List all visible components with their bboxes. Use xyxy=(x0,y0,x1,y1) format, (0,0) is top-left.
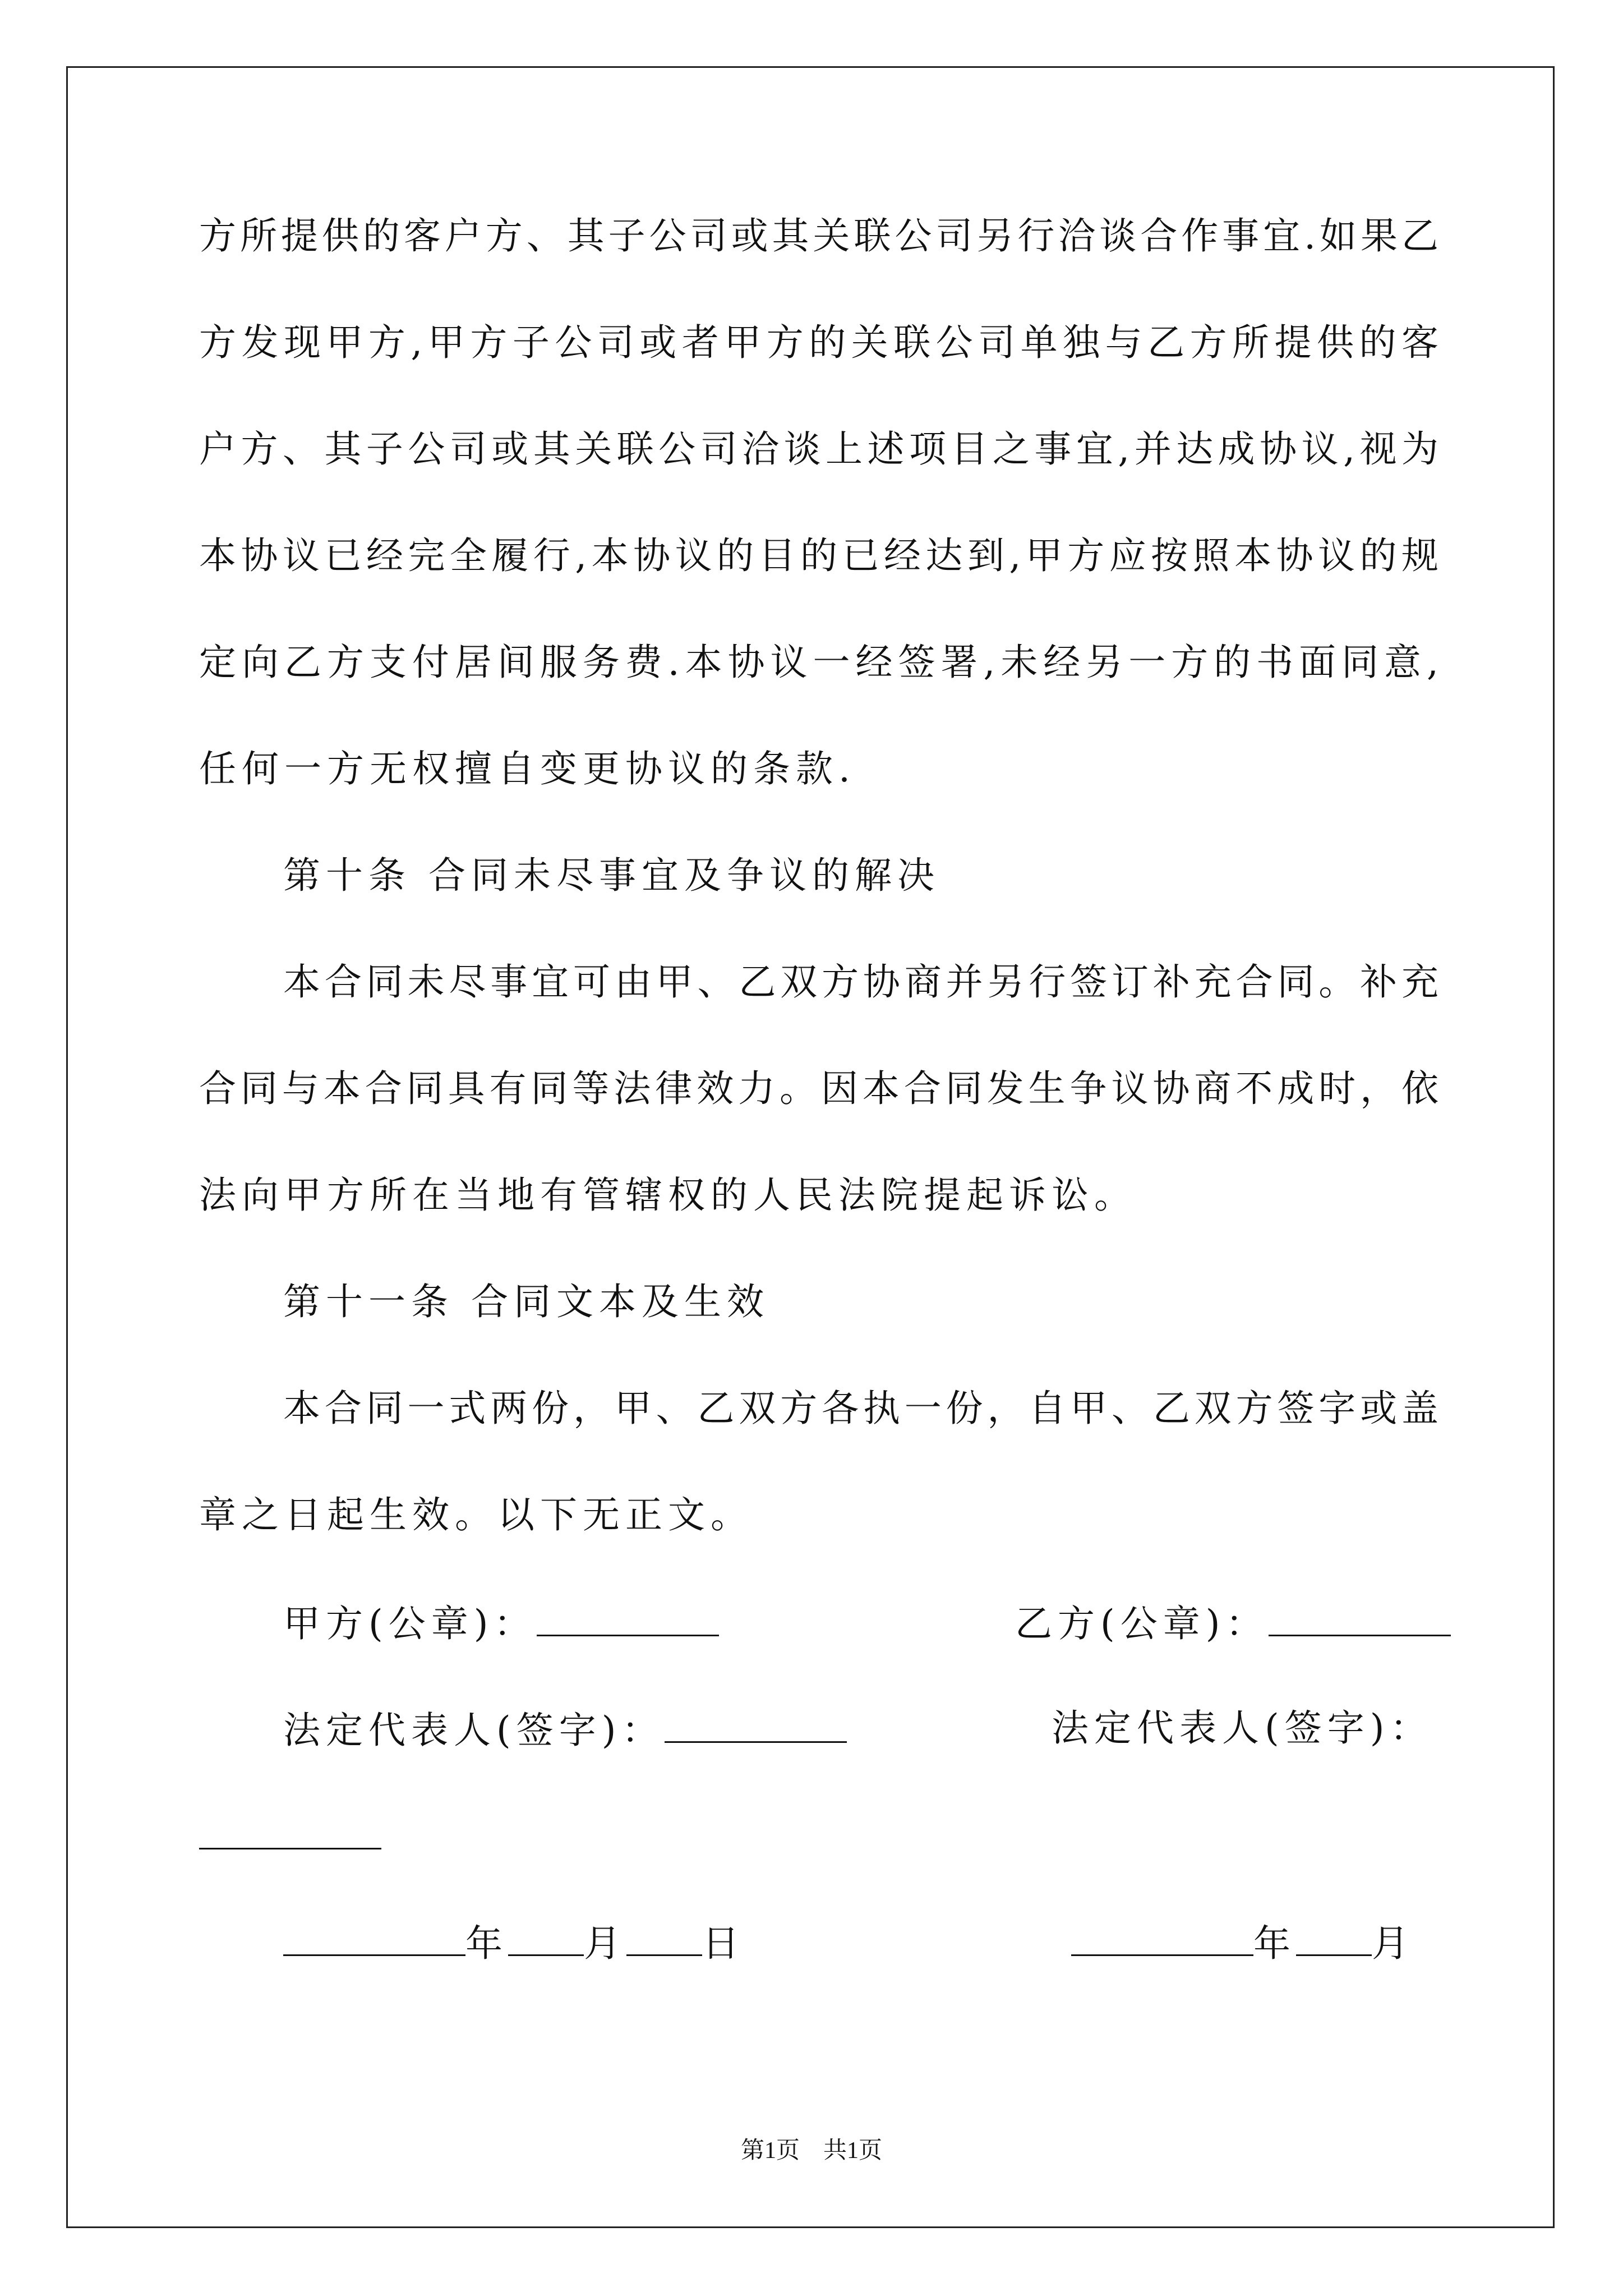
party-a-seal-blank xyxy=(537,1603,719,1636)
party-b-seal-line xyxy=(1015,1602,1451,1645)
paragraph-line: 方所提供的客户方、其子公司或其关联公司另行洽谈合作事宜.如果乙 xyxy=(199,214,1438,257)
paragraph-line: 法向甲方所在当地有管辖权的人民法院提起诉讼。 xyxy=(199,1174,1137,1217)
party-b-date-line xyxy=(1071,1922,1414,1965)
party-b-year-blank xyxy=(1071,1923,1253,1956)
paragraph-line: 本合同一式两份，甲、乙双方各执一份，自甲、乙双方签字或盖 xyxy=(283,1387,1438,1430)
page-number: 第1页 共1页 xyxy=(740,2138,882,2164)
party-b-month-blank xyxy=(1296,1923,1372,1956)
article-10-heading: 第十条 合同未尽事宜及争议的解决 xyxy=(283,854,940,897)
party-a-month-blank xyxy=(508,1923,584,1956)
paragraph-line: 方发现甲方,甲方子公司或者甲方的关联公司单独与乙方所提供的客 xyxy=(199,321,1438,364)
month-label: 月 xyxy=(1372,1922,1414,1965)
paragraph-line: 本协议已经完全履行,本协议的目的已经达到,甲方应按照本协议的规 xyxy=(199,534,1438,577)
paragraph-line: 本合同未尽事宜可由甲、乙双方协商并另行签订补充合同。补充 xyxy=(283,960,1438,1004)
day-label: 日 xyxy=(702,1922,745,1965)
party-b-rep-line xyxy=(1052,1706,1433,1750)
party-b-rep-line-continued xyxy=(199,1816,381,1856)
month-label: 月 xyxy=(584,1922,626,1965)
party-b-seal-blank xyxy=(1269,1603,1451,1636)
party-b-rep-blank xyxy=(199,1816,381,1849)
party-a-day-blank xyxy=(626,1923,702,1956)
article-11-heading: 第十一条 合同文本及生效 xyxy=(283,1280,769,1323)
party-a-year-blank xyxy=(283,1923,465,1956)
party-a-seal-line xyxy=(283,1602,719,1645)
paragraph-line: 合同与本合同具有同等法律效力。因本合同发生争议协商不成时，依 xyxy=(199,1067,1438,1110)
page-border xyxy=(66,66,1555,2228)
year-label: 年 xyxy=(1253,1922,1296,1965)
party-a-seal-label: 甲方(公章)： xyxy=(283,1602,537,1645)
party-b-seal-label: 乙方(公章)： xyxy=(1015,1602,1269,1645)
party-a-rep-blank xyxy=(665,1710,847,1743)
party-a-date-line xyxy=(283,1922,745,1965)
paragraph-line: 定向乙方支付居间服务费.本协议一经签署,未经另一方的书面同意, xyxy=(199,641,1438,684)
year-label: 年 xyxy=(465,1922,508,1965)
paragraph-line: 章之日起生效。以下无正文。 xyxy=(199,1493,753,1536)
paragraph-line: 户方、其子公司或其关联公司洽谈上述项目之事宜,并达成协议,视为 xyxy=(199,427,1438,471)
party-a-rep-label: 法定代表人(签字)： xyxy=(283,1709,665,1752)
party-a-rep-line xyxy=(283,1709,847,1752)
paragraph-line: 任何一方无权擅自变更协议的条款. xyxy=(199,747,856,790)
party-b-rep-label: 法定代表人(签字)： xyxy=(1052,1706,1433,1750)
